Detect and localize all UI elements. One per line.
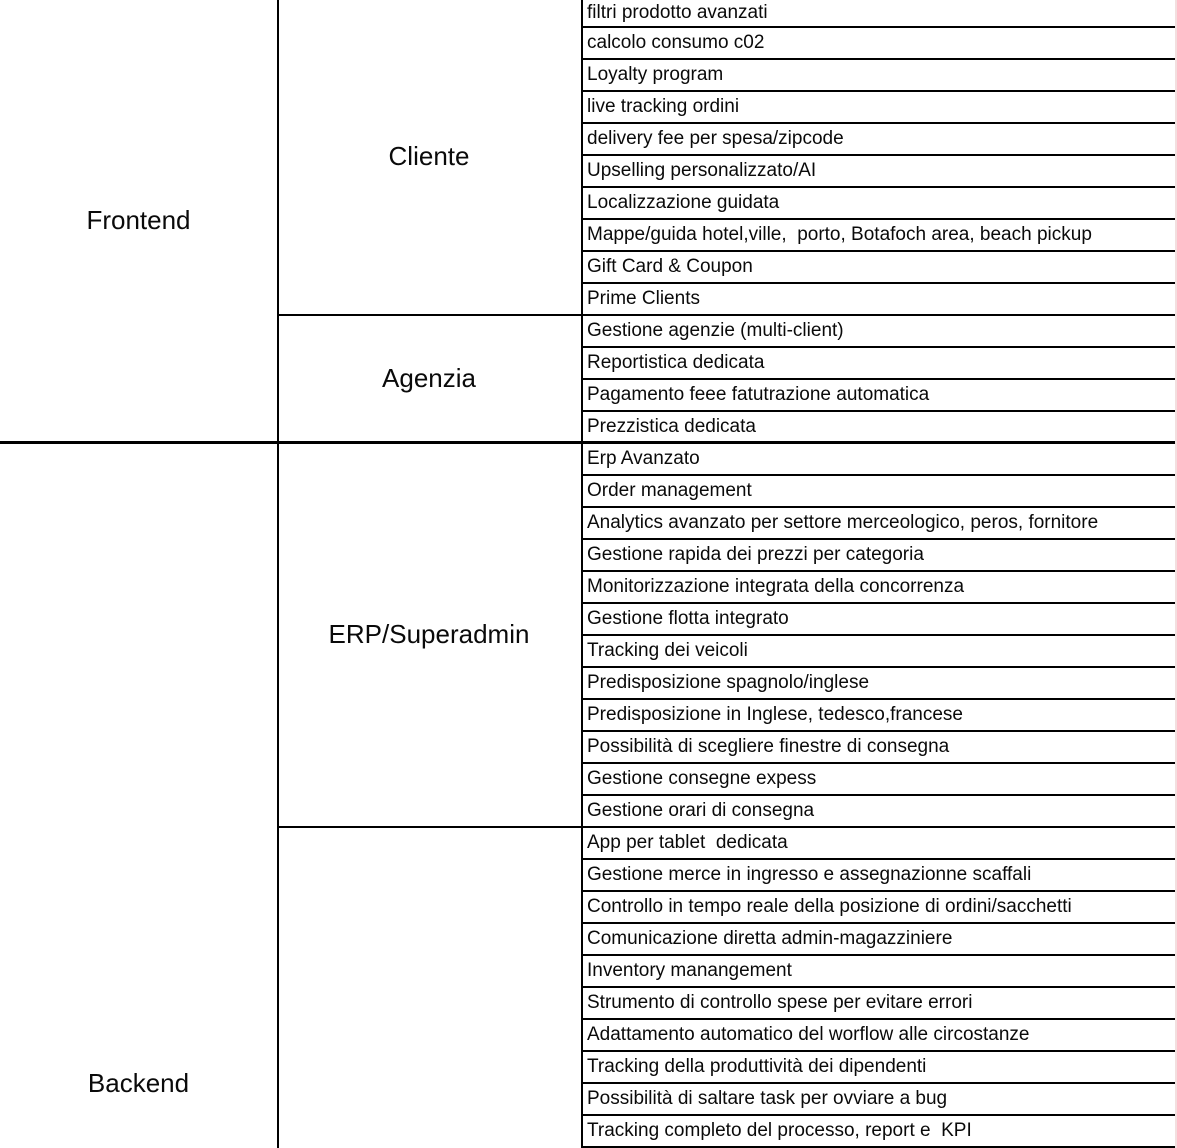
- feature-row: [581, 700, 1177, 732]
- feature-text: Gestione merce in ingresso e assegnazionne scaffali: [587, 864, 1032, 885]
- feature-row: [581, 828, 1177, 860]
- feature-text: Comunicazione diretta admin-magazziniere: [587, 928, 953, 949]
- feature-text: Gestione rapida dei prezzi per categoria: [587, 544, 924, 565]
- feature-row: [581, 1116, 1177, 1148]
- feature-text: Tracking dei veicoli: [587, 640, 748, 661]
- feature-row: [581, 1052, 1177, 1084]
- feature-text: Gestione flotta integrato: [587, 608, 789, 629]
- feature-row: [581, 284, 1177, 316]
- feature-row: [581, 252, 1177, 284]
- feature-row: [581, 924, 1177, 956]
- feature-row: [581, 540, 1177, 572]
- feature-text: Predisposizione in Inglese, tedesco,francese: [587, 704, 964, 725]
- feature-text: delivery fee per spesa/zipcode: [587, 128, 844, 149]
- feature-text: Possibilità di saltare task per ovviare a bug: [587, 1088, 948, 1109]
- section-label: ERP/Superadmin: [328, 619, 530, 650]
- feature-row: [581, 412, 1177, 444]
- section-label: Cliente: [388, 141, 470, 172]
- feature-text: Predisposizione spagnolo/inglese: [587, 672, 870, 693]
- feature-text: Localizzazione guidata: [587, 192, 780, 213]
- feature-text: Pagamento feee fatutrazione automatica: [587, 384, 930, 405]
- feature-row: [581, 156, 1177, 188]
- feature-text: Gestione agenzie (multi-client): [587, 320, 844, 341]
- feature-text: Order management: [587, 480, 752, 501]
- section-cell-agenzia: [277, 316, 581, 444]
- feature-row: [581, 636, 1177, 668]
- feature-text: Gestione orari di consegna: [587, 800, 815, 821]
- feature-text: Mappe/guida hotel,ville, porto, Botafoch area, beach pickup: [587, 224, 1092, 245]
- feature-row: [581, 0, 1177, 28]
- feature-row: [581, 380, 1177, 412]
- feature-row: [581, 220, 1177, 252]
- feature-text: Upselling personalizzato/AI: [587, 160, 817, 181]
- group-cell-backend: [0, 444, 277, 1148]
- feature-text: Adattamento automatico del worflow alle circostanze: [587, 1024, 1030, 1045]
- feature-row: [581, 988, 1177, 1020]
- feature-row: [581, 316, 1177, 348]
- feature-row: [581, 956, 1177, 988]
- section-cell: [277, 828, 581, 1148]
- section-cell-cliente: [277, 0, 581, 316]
- feature-text: Gestione consegne expess: [587, 768, 817, 789]
- feature-text: Tracking della produttività dei dipendenti: [587, 1056, 927, 1077]
- feature-row: [581, 1020, 1177, 1052]
- group-label: Backend: [87, 1068, 190, 1099]
- feature-row: [581, 188, 1177, 220]
- feature-row: [581, 732, 1177, 764]
- feature-text: Monitorizzazione integrata della concorrenza: [587, 576, 965, 597]
- feature-row: [581, 892, 1177, 924]
- group-column: [0, 0, 279, 1148]
- feature-text: Controllo in tempo reale della posizione di ordini/sacchetti: [587, 896, 1072, 917]
- feature-row: [581, 444, 1177, 476]
- feature-text: Prezzistica dedicata: [587, 415, 756, 437]
- feature-text: Analytics avanzato per settore merceologico, peros, fornitore: [587, 512, 1099, 533]
- feature-row: [581, 60, 1177, 92]
- feature-text: Loyalty program: [587, 64, 724, 85]
- feature-text: Prime Clients: [587, 288, 700, 309]
- feature-row: [581, 572, 1177, 604]
- feature-text: live tracking ordini: [587, 96, 740, 117]
- feature-text: Strumento di controllo spese per evitare errori: [587, 992, 973, 1013]
- section-column: [277, 0, 583, 1148]
- feature-text: Reportistica dedicata: [587, 352, 765, 373]
- group-label: Frontend: [86, 204, 191, 235]
- section-cell-erp-superadmin: [277, 444, 581, 828]
- feature-text: calcolo consumo c02: [587, 32, 765, 53]
- feature-row: [581, 508, 1177, 540]
- feature-row: [581, 476, 1177, 508]
- feature-text: Possibilità di scegliere finestre di consegna: [587, 736, 950, 757]
- feature-row: [581, 604, 1177, 636]
- feature-row: [581, 92, 1177, 124]
- feature-row: [581, 124, 1177, 156]
- section-label: Agenzia: [382, 362, 476, 393]
- feature-row: [581, 668, 1177, 700]
- feature-row: [581, 348, 1177, 380]
- feature-text: Tracking completo del processo, report e KPI: [587, 1120, 972, 1141]
- feature-column: [581, 0, 1177, 1148]
- feature-text: Erp Avanzato: [587, 448, 700, 469]
- feature-row: [581, 860, 1177, 892]
- feature-text: App per tablet dedicata: [587, 832, 788, 853]
- feature-row: [581, 796, 1177, 828]
- feature-text: filtri prodotto avanzati: [587, 2, 768, 23]
- feature-row: [581, 28, 1177, 60]
- feature-row: [581, 764, 1177, 796]
- feature-text: Gift Card & Coupon: [587, 256, 753, 277]
- group-cell-frontend: [0, 0, 277, 444]
- feature-text: Inventory manangement: [587, 960, 792, 981]
- feature-row: [581, 1084, 1177, 1116]
